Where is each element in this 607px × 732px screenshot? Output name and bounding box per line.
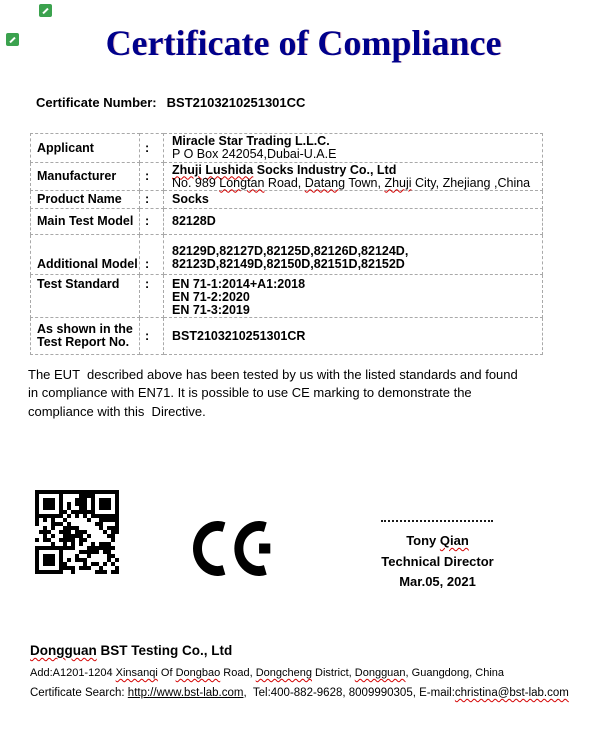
footer-address [30,667,504,679]
text-segment: Xinsanqi [115,667,158,679]
text-segment: Dongguan [354,667,406,679]
table-row-test-report-no [31,318,543,355]
text-segment: No. 989 [172,175,220,190]
table-row-additional-model [31,235,543,275]
additional-models-line2: 82123D,82149D,82150D,82151D,82152D [172,257,405,271]
row-label: As shown in the Test Report No. [31,318,140,355]
text-segment: Longtan [219,175,265,190]
text-segment: Dongguan [30,643,97,658]
table-row-manufacturer [31,163,543,191]
signatory-name [350,533,525,548]
table-row-main-test-model [31,209,543,235]
text-segment: Tony [406,533,440,548]
additional-models-line1: 82129D,82127D,82125D,82126D,82124D, [172,244,409,258]
row-value [164,209,543,235]
text-segment: , Guangdong, China [405,667,505,679]
table-row-applicant [31,134,543,163]
compliance-statement [28,366,568,421]
text-segment: Road, [264,175,305,190]
text-segment: City, Zhejiang ,China [411,175,531,190]
test-report-number: BST2103210251301CR [172,328,306,343]
text-segment: Certificate Search: [30,687,128,699]
certificate-number-label: Certificate Number: [36,95,157,110]
text-segment: Zhuji [172,162,202,177]
certificate-number-value: BST2103210251301CC [166,95,306,110]
product-name: Socks [172,192,209,206]
colon-cell: : [140,275,164,318]
text-segment: Lushida [205,162,254,177]
row-value [164,163,543,191]
row-value [164,235,543,275]
text-segment: Dongbao [175,667,221,679]
signature-dotted-line [381,520,493,522]
colon-cell: : [140,163,164,191]
applicant-address: P O Box 242054,Dubai-U.A.E [172,147,337,161]
text-segment: , Tel:400-882-9628, 8009990305, E-mail: [243,687,455,699]
colon-cell: : [140,134,164,163]
test-standard-1: EN 71-1:2014+A1:2018 [172,277,306,291]
text-segment: Datang [304,175,346,190]
ce-mark-icon [193,521,273,581]
applicant-name: Miracle Star Trading L.L.C. [172,134,330,148]
email-link[interactable]: christina@bst-lab.com [454,687,569,699]
table-row-test-standard [31,275,543,318]
colon-cell: : [140,191,164,209]
statement-line: compliance with this Directive. [28,403,206,419]
qr-code [35,490,119,574]
certificate-number [36,95,305,110]
text-segment: Zhuji [384,175,412,190]
text-segment: Town, [345,175,385,190]
statement-line: The EUT described above has been tested by us with the listed standards and found [28,367,518,382]
green-marker-icon [39,4,52,17]
row-label: Manufacturer [31,163,140,191]
text-segment: Add:A1201-1204 [30,667,116,679]
row-label: Product Name [31,191,140,209]
manufacturer-address [172,177,542,190]
row-label: Applicant [31,134,140,163]
row-label: Additional Model [31,235,140,275]
colon-cell: : [140,318,164,355]
row-value [164,134,543,163]
row-value [164,191,543,209]
table-row-product-name [31,191,543,209]
text-segment: District, [311,667,355,679]
row-label: Test Standard [31,275,140,318]
certificate-table [30,133,543,355]
test-standard-2: EN 71-2:2020 [172,290,250,304]
test-standard-3: EN 71-3:2019 [172,303,250,317]
colon-cell: : [140,235,164,275]
signatory-title: Technical Director [381,554,494,569]
text-segment: BST Testing Co., Ltd [96,643,233,658]
colon-cell: : [140,209,164,235]
text-segment: Qian [439,533,469,548]
row-value [164,275,543,318]
signature-date: Mar.05, 2021 [399,574,476,589]
website-link[interactable]: http://www.bst-lab.com [127,687,244,699]
row-label: Main Test Model [31,209,140,235]
text-segment: Of [157,667,176,679]
text-segment: Road, [220,667,256,679]
statement-line: in compliance with EN71. It is possible to use CE marking to demonstrate the [28,385,472,401]
row-value [164,318,543,355]
main-test-model: 82128D [172,214,216,228]
page-title: Certificate of Compliance [105,23,502,63]
text-segment: Dongcheng [255,667,312,679]
footer-certificate-search [30,687,569,699]
text-segment: Socks Industry Co., Ltd [253,162,397,177]
footer-company-name [30,643,232,658]
